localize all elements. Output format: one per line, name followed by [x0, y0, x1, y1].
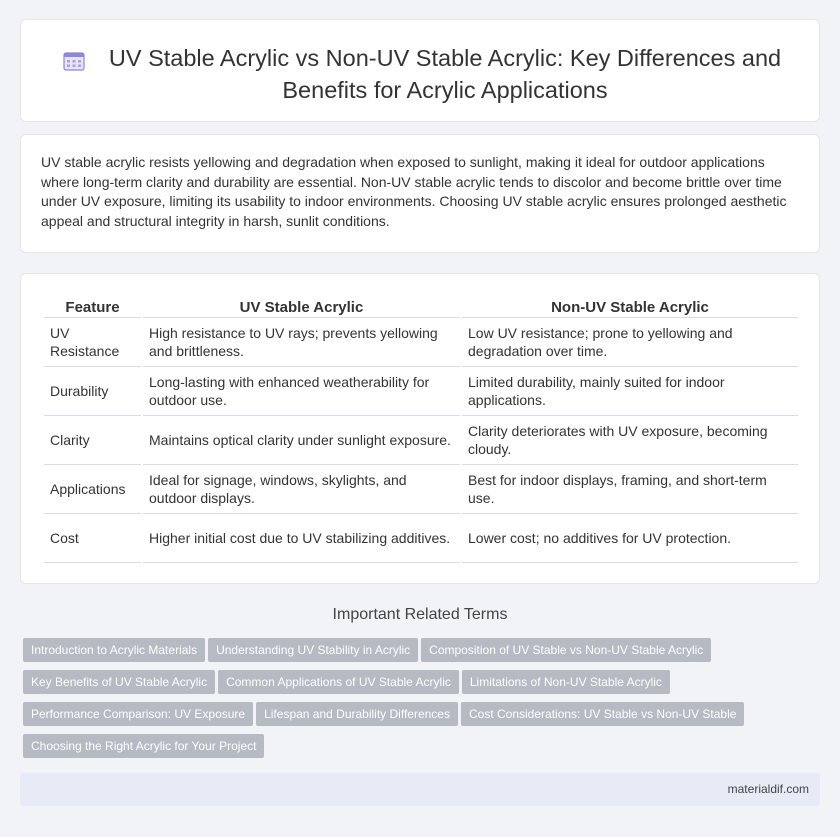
related-term-tag[interactable]: Lifespan and Durability Differences	[256, 702, 458, 726]
uv-stable-cell: High resistance to UV rays; prevents yellowing and brittleness.	[143, 318, 460, 367]
column-header: Feature	[44, 292, 141, 318]
related-term-tag[interactable]: Cost Considerations: UV Stable vs Non-UV Stable	[461, 702, 744, 726]
related-term-tag[interactable]: Introduction to Acrylic Materials	[23, 638, 205, 662]
table-row	[44, 514, 798, 563]
title-card	[20, 19, 820, 122]
uv-stable-cell: Maintains optical clarity under sunlight exposure.	[143, 416, 460, 465]
footer	[20, 773, 820, 806]
uv-stable-cell: Long-lasting with enhanced weatherability for outdoor use.	[143, 367, 460, 416]
page-title: UV Stable Acrylic vs Non-UV Stable Acrylic: Key Differences and Benefits for Acrylic Applications	[108, 45, 782, 103]
tag-row	[23, 638, 823, 670]
column-header: UV Stable Acrylic	[143, 292, 460, 318]
related-terms-heading: Important Related Terms	[332, 606, 508, 623]
table-header-row	[44, 292, 798, 318]
uv-stable-cell: Higher initial cost due to UV stabilizing additives.	[143, 514, 460, 563]
related-term-tag[interactable]: Composition of UV Stable vs Non-UV Stable Acrylic	[421, 638, 711, 662]
non-uv-stable-cell: Low UV resistance; prone to yellowing and degradation over time.	[462, 318, 798, 367]
related-term-tag[interactable]: Performance Comparison: UV Exposure	[23, 702, 253, 726]
table-row	[44, 416, 798, 465]
related-term-tag[interactable]: Understanding UV Stability in Acrylic	[208, 638, 418, 662]
feature-cell: Durability	[44, 367, 141, 416]
related-terms-list	[23, 638, 823, 766]
feature-cell: Applications	[44, 465, 141, 514]
tag-row	[23, 670, 823, 702]
non-uv-stable-cell: Clarity deteriorates with UV exposure, becoming cloudy.	[462, 416, 798, 465]
comparison-table	[42, 292, 800, 563]
non-uv-stable-cell: Best for indoor displays, framing, and short-term use.	[462, 465, 798, 514]
feature-cell: UV Resistance	[44, 318, 141, 367]
feature-cell: Clarity	[44, 416, 141, 465]
related-term-tag[interactable]: Common Applications of UV Stable Acrylic	[218, 670, 459, 694]
column-header: Non-UV Stable Acrylic	[462, 292, 798, 318]
related-term-tag[interactable]: Limitations of Non-UV Stable Acrylic	[462, 670, 670, 694]
intro-paragraph: UV stable acrylic resists yellowing and degradation when exposed to sunlight, making it ideal for outdoor applications where long-term clarity and durability are essential. Non-UV stable acrylic tends to discolor and become brittle over time under UV exposure, limiting its usability to indoor environments. Choosing UV stable acrylic ensures prolonged aesthetic appeal and structural integrity in harsh, sunlit conditions.	[41, 154, 787, 229]
non-uv-stable-cell: Lower cost; no additives for UV protection.	[462, 514, 798, 563]
related-term-tag[interactable]: Key Benefits of UV Stable Acrylic	[23, 670, 215, 694]
comparison-card	[20, 273, 820, 584]
intro-card	[20, 134, 820, 253]
table-row	[44, 465, 798, 514]
site-name[interactable]: materialdif.com	[727, 782, 809, 796]
feature-cell: Cost	[44, 514, 141, 563]
non-uv-stable-cell: Limited durability, mainly suited for indoor applications.	[462, 367, 798, 416]
table-row	[44, 367, 798, 416]
related-term-tag[interactable]: Choosing the Right Acrylic for Your Project	[23, 734, 264, 758]
tag-row	[23, 702, 823, 734]
uv-stable-cell: Ideal for signage, windows, skylights, and outdoor displays.	[143, 465, 460, 514]
table-row	[44, 318, 798, 367]
tag-row	[23, 734, 823, 766]
